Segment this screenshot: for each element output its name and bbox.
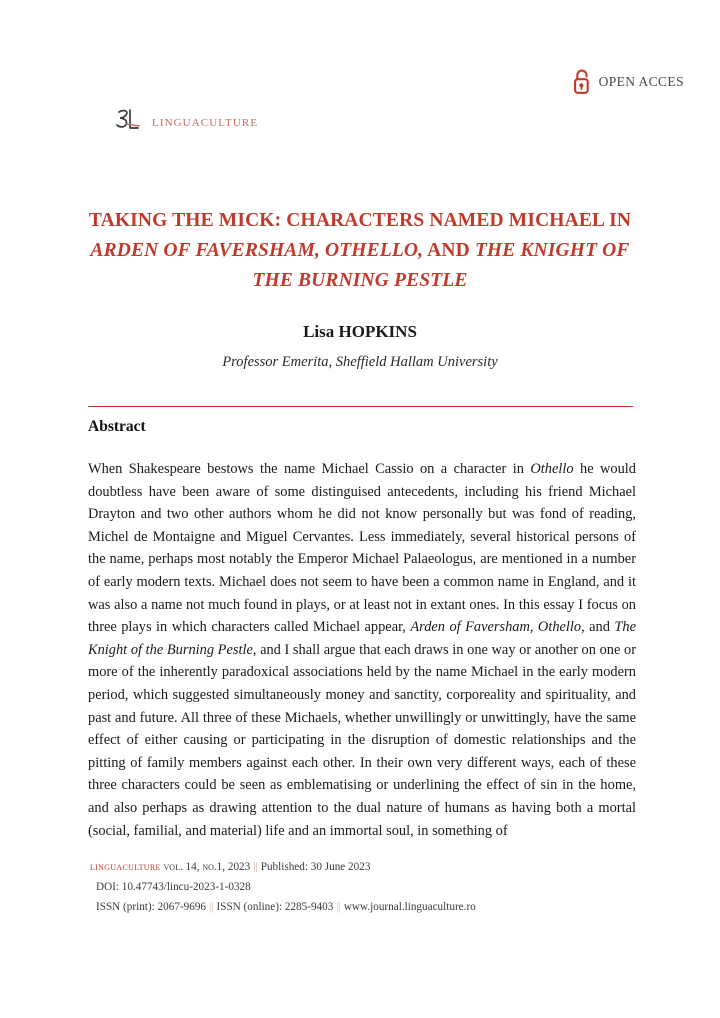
page-footer [90,857,636,917]
footer-issn-line [90,897,636,917]
footer-separator-2: || [209,901,214,913]
journal-logo-wordmark: linguaculture [152,113,259,130]
footer-issn-online: ISSN (online): 2285-9403 [216,901,334,913]
open-access-badge [573,68,684,95]
abstract-italic-arden: Arden of Faversham [410,619,530,636]
author-block [82,320,638,373]
open-access-label: OPEN ACCES [598,73,684,89]
abstract-italic-othello-2: Othello [537,619,582,636]
author-affiliation: Professor Emerita, Sheffield Hallam University [222,354,498,370]
title-line-3 [82,266,638,296]
paper-title [82,206,638,296]
footer-doi-line[interactable]: DOI: 10.47743/lincu-2023-1-0328 [96,881,251,893]
journal-logo[interactable] [112,106,258,138]
author-name: Lisa HOPKINS [303,322,417,341]
abstract-italic-knight: The Knight of the Burning Pestle [88,619,636,658]
abstract-divider-rule [88,406,633,407]
footer-citation-line [90,857,636,877]
abstract-heading: Abstract [88,418,146,435]
title-italic-works-2: THE KNIGHT OF [474,240,630,261]
footer-separator-3: || [336,901,341,913]
abstract-text-3: , [529,619,538,636]
title-italic-works-1: ARDEN OF FAVERSHAM, OTHELLO, [90,240,424,261]
title-conjunction: AND [427,240,470,261]
title-italic-works-3: THE BURNING PESTLE [252,270,468,291]
footer-published-date: Published: 30 June 2023 [260,861,371,873]
abstract-text-4: , and [581,619,615,636]
abstract-body [88,458,636,842]
abstract-text-2: he would doubtless have been aware of some distinguised antecedents, including his friend Michael Drayton and two other authors whom he did not know personally but was fond of reading, Michel de Montaigne and Miguel Cervantes. Less immediately, several historical persons of the name, perhaps most notably the Emperor Michael Palaeologus, are mentioned in a number of early modern texts. Michael does not seem to have been a common name in England, and it was also a name not much found in plays, or at least not in extant ones. In this essay I focus on three plays in which characters called Michael appear, [88,461,636,636]
footer-separator-1: || [253,861,258,873]
footer-volume: vol. 14, no.1, 2023 [163,861,251,873]
title-line-2 [82,236,638,266]
abstract-text-5: , and I shall argue that each draws in one way or another on one or more of the inherently paradoxical associations held by the name Michael in the early modern period, which suggested simultaneously money and sanctity, corporeality and spirituality, and past and future. All three of these Michaels, whether unwillingly or unwittingly, have the same effect of either causing or participating in the disruption of domestic relationships and the pitting of family members against each other. In their own very different ways, each of these three characters could be seen as emblematising or underlining the effect of sin in the home, and also perhaps as drawing attention to the dual nature of humans as having both a mortal (social, familial, and material) life and an immortal soul, in something of [88,641,636,839]
abstract-text-1: When Shakespeare bestows the name Michael Cassio on a character in [88,461,531,477]
linguaculture-script-mark-icon [112,106,146,138]
footer-website-link[interactable]: www.journal.linguaculture.ro [343,901,476,913]
abstract-italic-othello-1: Othello [530,461,574,477]
footer-issn-print: ISSN (print): 2067-9696 [96,901,207,913]
title-line-1: TAKING THE MICK: CHARACTERS NAMED MICHAEL IN [88,210,632,231]
footer-journal-name: linguaculture [90,861,161,873]
open-lock-icon [573,68,592,95]
